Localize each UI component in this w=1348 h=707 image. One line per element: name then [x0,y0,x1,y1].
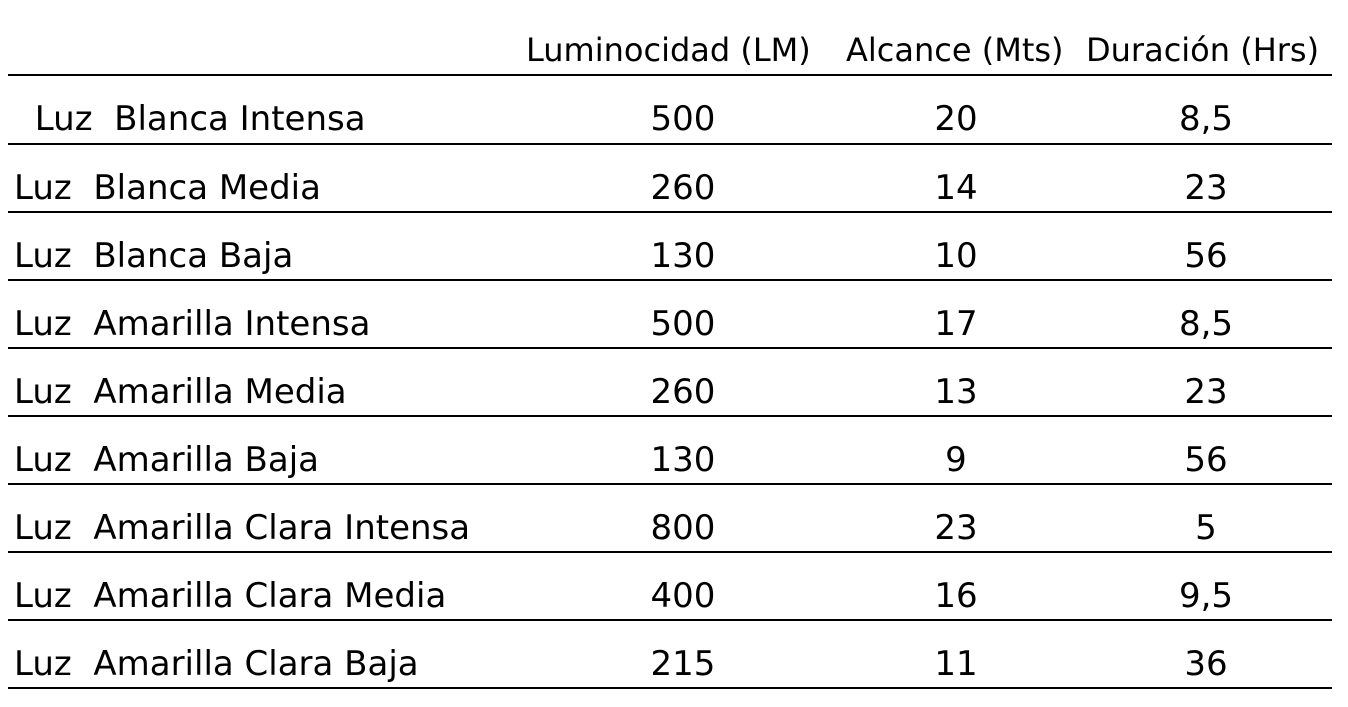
row-luminosity: 215 [650,644,716,684]
table-row [8,76,1332,145]
header-luminosity: Luminocidad (LM) [526,31,811,69]
row-luminosity: 260 [650,168,716,208]
row-luminosity: 130 [650,440,716,480]
table-row [8,485,1332,553]
row-duration: 36 [1184,644,1228,684]
row-duration: 56 [1184,236,1228,276]
row-luminosity: 800 [650,508,716,548]
row-duration: 23 [1184,372,1228,412]
table-row [8,281,1332,349]
row-name: Luz Amarilla Baja [14,440,319,480]
row-range: 14 [934,168,978,208]
row-duration: 56 [1184,440,1228,480]
table-row [8,621,1332,689]
table-row [8,349,1332,417]
row-range: 16 [934,576,978,616]
row-duration: 9,5 [1178,576,1234,616]
row-name: Luz Blanca Baja [14,236,294,276]
row-name: Luz Amarilla Intensa [14,304,371,344]
row-range: 10 [934,236,978,276]
table-header-row [8,0,1332,76]
row-name: Luz Amarilla Clara Intensa [14,508,471,548]
row-luminosity: 500 [650,304,716,344]
row-range: 13 [934,372,978,412]
row-luminosity: 130 [650,236,716,276]
row-name: Luz Amarilla Clara Media [14,576,447,616]
row-luminosity: 260 [650,372,716,412]
row-luminosity: 400 [650,576,716,616]
table-row [8,417,1332,485]
row-range: 11 [934,644,978,684]
table-row [8,145,1332,213]
header-duration: Duración (Hrs) [1086,31,1320,69]
header-range: Alcance (Mts) [846,31,1064,69]
row-name: Luz Blanca Intensa [24,99,366,139]
table-row [8,553,1332,621]
row-duration: 5 [1195,508,1217,548]
light-modes-table [8,0,1332,689]
row-name: Luz Blanca Media [14,168,321,208]
row-range: 23 [934,508,978,548]
row-duration: 23 [1184,168,1228,208]
row-duration: 8,5 [1178,99,1234,139]
row-name: Luz Amarilla Clara Baja [14,644,419,684]
row-name: Luz Amarilla Media [14,372,347,412]
row-luminosity: 500 [650,99,716,139]
row-range: 17 [934,304,978,344]
row-duration: 8,5 [1178,304,1234,344]
row-range: 20 [934,99,978,139]
table-row [8,213,1332,281]
row-range: 9 [945,440,967,480]
